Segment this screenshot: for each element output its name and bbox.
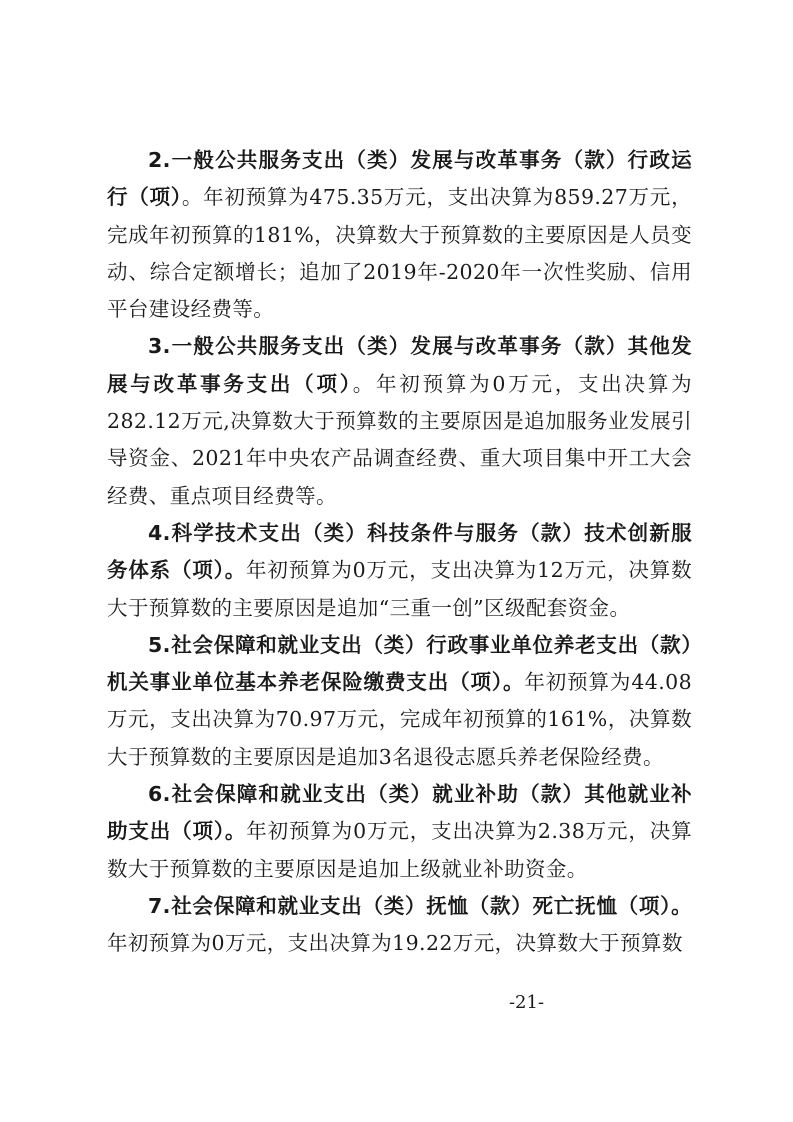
paragraph-text: 年初预算为0万元，支出决算为2.38万元，决算数大于预算数的主要原因是追加上级就业补助资金。	[107, 819, 692, 881]
paragraph-text: 年初预算为44.08万元，支出决算为70.97万元，完成年初预算的161%，决算数大于预算数的主要原因是追加3名退役志愿兵养老保险经费。	[107, 670, 693, 769]
paragraph-item-4	[107, 515, 692, 627]
document-body	[107, 142, 692, 963]
paragraph-heading: 6.社会保障和就业支出（类）就业补助（款）其他就业补助支出（项）。	[107, 782, 692, 844]
paragraph-text: 年初预算为0万元，支出决算为19.22万元，决算数大于预算数	[107, 931, 683, 956]
paragraph-heading: 5.社会保障和就业支出（类）行政事业单位养老支出（款）机关事业单位基本养老保险缴费支出（项）。	[107, 632, 692, 695]
paragraph-text: 。年初预算为0万元，支出决算为282.12万元,决算数大于预算数的主要原因是追加服务业发展引导资金、2021年中央农产品调查经费、重大项目集中开工大会经费、重点项目经费等。	[107, 371, 692, 508]
paragraph-item-7	[107, 888, 692, 963]
paragraph-heading: 4.科学技术支出（类）科技条件与服务（款）技术创新服务体系（项）。	[107, 520, 692, 583]
paragraph-item-5	[107, 627, 692, 776]
paragraph-heading: 3.一般公共服务支出（类）发展与改革事务（款）其他发展与改革事务支出（项）	[107, 334, 692, 396]
paragraph-text: 。年初预算为475.35万元，支出决算为859.27万元，完成年初预算的181%，决算数大于预算数的主要原因是人员变动、综合定额增长；追加了2019年-2020年一次性奖励、信用平台建设经费等。	[107, 185, 692, 322]
paragraph-heading: 2.一般公共服务支出（类）发展与改革事务（款）行政运行（项）	[107, 148, 692, 210]
paragraph-item-6	[107, 776, 692, 888]
paragraph-text: 年初预算为0万元，支出决算为12万元，决算数大于预算数的主要原因是追加“三重一创”区级配套资金。	[107, 558, 692, 620]
page-number: -21-	[508, 992, 545, 1013]
paragraph-heading: 7.社会保障和就业支出（类）抚恤（款）死亡抚恤（项）。	[148, 893, 692, 918]
paragraph-item-3	[107, 328, 692, 514]
paragraph-item-2	[107, 142, 692, 328]
